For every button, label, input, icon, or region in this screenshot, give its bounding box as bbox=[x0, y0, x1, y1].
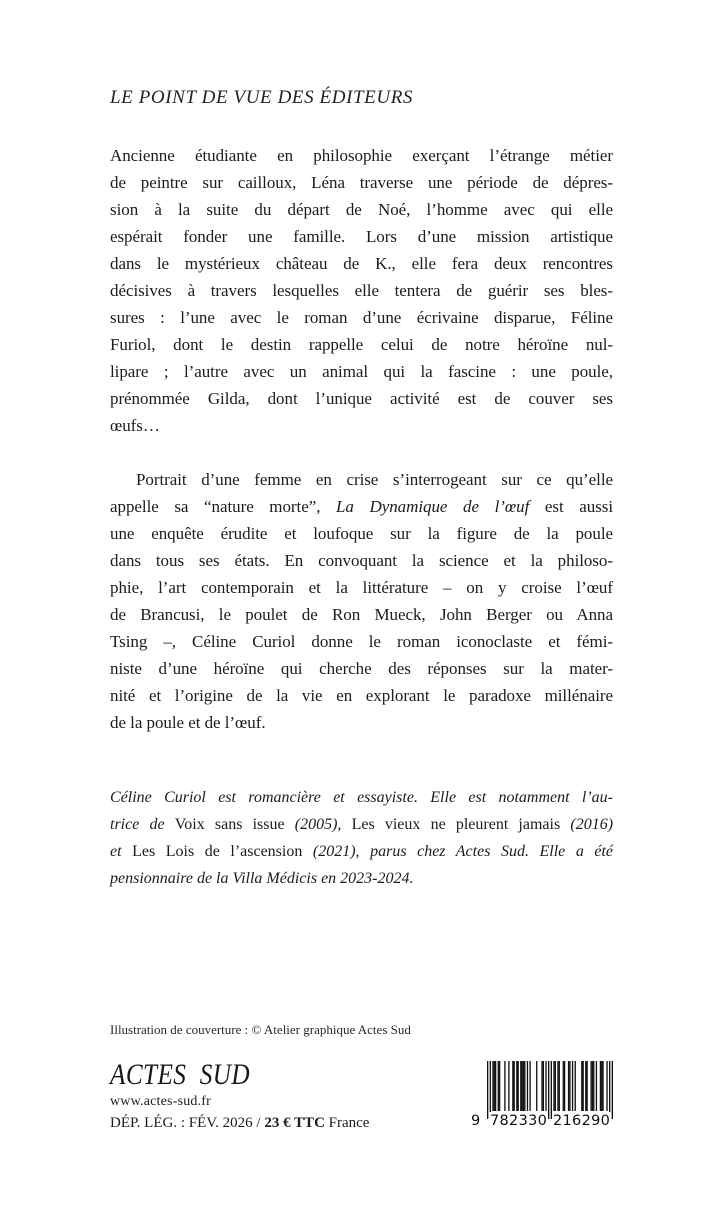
text-segment: est aussi bbox=[529, 497, 613, 516]
text-line bbox=[110, 574, 613, 601]
text-line bbox=[110, 784, 613, 811]
text-segment: et bbox=[110, 843, 133, 860]
text-segment: espérait fonder une famille. Lors d’une mission artistique bbox=[110, 227, 613, 246]
text-line bbox=[110, 682, 613, 709]
text-line bbox=[110, 628, 613, 655]
barcode-digit-left: 9 bbox=[471, 1113, 481, 1129]
text-segment: (2016) bbox=[570, 816, 614, 833]
ean-barcode bbox=[470, 1061, 622, 1137]
text-segment: Portrait d’une femme en crise s’interrogeant sur ce qu’elle bbox=[136, 470, 613, 489]
text-segment: Tsing –, Céline Curiol donne le roman iconoclaste et fémi- bbox=[110, 632, 613, 651]
text-segment: prénommée Gilda, dont l’unique activité est de couver ses bbox=[110, 389, 613, 408]
text-segment: une enquête érudite et loufoque sur la figure de la poule bbox=[110, 524, 613, 543]
text-segment: trice de bbox=[110, 816, 175, 833]
text-segment: sures : l’une avec le roman d’une écrivaine disparue, Féline bbox=[110, 308, 613, 327]
text-segment: décisives à travers lesquelles elle tentera de guérir ses bles- bbox=[110, 281, 613, 300]
text-line bbox=[110, 331, 613, 358]
text-line bbox=[110, 277, 613, 304]
text-line bbox=[110, 142, 613, 169]
text-segment: de la poule et de l’œuf. bbox=[110, 713, 266, 732]
barcode-digits-group1: 782330 bbox=[490, 1113, 548, 1129]
text-line bbox=[110, 169, 613, 196]
text-segment: lipare ; l’autre avec un animal qui la fascine : une poule, bbox=[110, 362, 613, 381]
barcode-digits-group2: 216290 bbox=[553, 1113, 611, 1129]
publisher-logo: ACTES SUD bbox=[110, 1058, 251, 1091]
text-line bbox=[110, 547, 613, 574]
text-segment: nité et l’origine de la vie en explorant le paradoxe millénaire bbox=[110, 686, 613, 705]
text-segment: Voix sans issue bbox=[174, 816, 295, 833]
text-line bbox=[110, 838, 613, 865]
synopsis-paragraph-1 bbox=[110, 142, 613, 439]
editorial-header: LE POINT DE VUE DES ÉDITEURS bbox=[110, 87, 414, 108]
synopsis bbox=[110, 142, 613, 736]
text-line bbox=[110, 655, 613, 682]
text-segment: de peintre sur cailloux, Léna traverse une période de dépres- bbox=[110, 173, 613, 192]
text-line bbox=[110, 601, 613, 628]
text-line bbox=[110, 811, 613, 838]
text-segment: Céline Curiol est romancière et essayiste. Elle est notamment l’au- bbox=[110, 789, 613, 806]
text-segment: dans le mystérieux château de K., elle fera deux rencontres bbox=[110, 254, 613, 273]
text-line bbox=[110, 520, 613, 547]
publisher-website: www.actes-sud.fr bbox=[110, 1094, 212, 1109]
text-segment: Furiol, dont le destin rappelle celui de notre héroïne nul- bbox=[110, 335, 613, 354]
text-line bbox=[110, 196, 613, 223]
text-segment: (2005), bbox=[294, 816, 352, 833]
text-segment: 23 € TTC bbox=[264, 1115, 325, 1131]
text-segment: niste d’une héroïne qui cherche des réponses sur la mater- bbox=[110, 659, 613, 678]
author-bio bbox=[110, 784, 613, 892]
text-line bbox=[110, 412, 613, 439]
text-segment: appelle sa “nature morte”, bbox=[110, 497, 337, 516]
cover-illustration-credit: Illustration de couverture : © Atelier graphique Actes Sud bbox=[110, 1022, 411, 1037]
text-line bbox=[110, 223, 613, 250]
text-line bbox=[110, 358, 613, 385]
text-line bbox=[110, 709, 613, 736]
text-segment: DÉP. LÉG. : FÉV. 2026 / bbox=[110, 1115, 265, 1131]
text-segment: phie, l’art contemporain et la littérature – on y croise l’œuf bbox=[110, 578, 613, 597]
text-segment: La Dynamique de l’œuf bbox=[336, 497, 530, 516]
text-line bbox=[110, 304, 613, 331]
text-segment: œufs… bbox=[110, 416, 160, 435]
text-line bbox=[110, 385, 613, 412]
text-segment: France bbox=[324, 1115, 370, 1131]
text-segment: dans tous ses états. En convoquant la science et la philoso- bbox=[110, 551, 613, 570]
text-line bbox=[110, 865, 613, 892]
text-line bbox=[110, 250, 613, 277]
text-segment: pensionnaire de la Villa Médicis en 2023-2024. bbox=[110, 870, 414, 887]
text-segment: de Brancusi, le poulet de Ron Mueck, John Berger ou Anna bbox=[110, 605, 613, 624]
synopsis-paragraph-2 bbox=[110, 466, 613, 736]
text-segment: Ancienne étudiante en philosophie exerçant l’étrange métier bbox=[110, 146, 613, 165]
text-line bbox=[110, 493, 613, 520]
text-segment: Les Lois de l’ascension bbox=[132, 843, 313, 860]
text-line bbox=[110, 466, 613, 493]
text-segment: sion à la suite du départ de Noé, l’homme avec qui elle bbox=[110, 200, 613, 219]
text-segment: Les vieux ne pleurent jamais bbox=[351, 816, 571, 833]
text-segment: (2021), parus chez Actes Sud. Elle a été bbox=[312, 843, 614, 860]
